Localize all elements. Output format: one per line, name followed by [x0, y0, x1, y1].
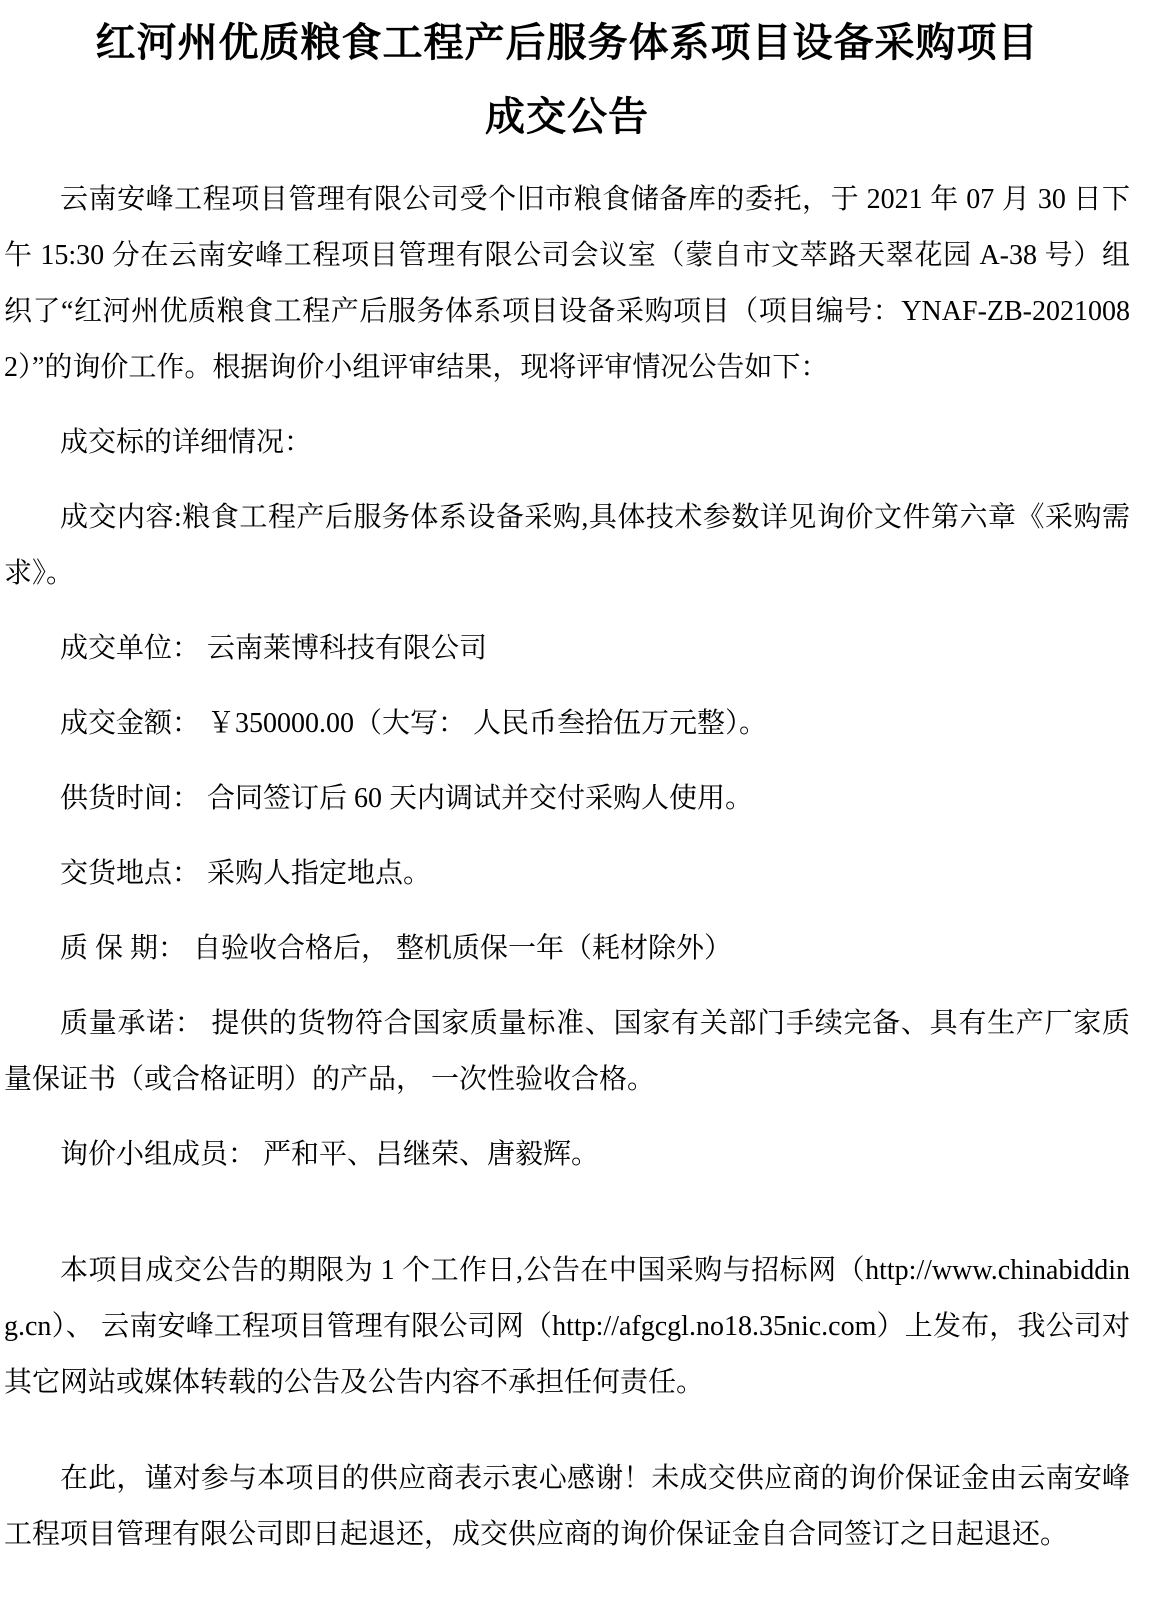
paragraph-delivery-place: 交货地点： 采购人指定地点。 [60, 858, 432, 889]
paragraph-delivery-time: 供货时间： 合同签订后 60 天内调试并交付采购人使用。 [60, 783, 754, 814]
document-title [4, 6, 1130, 154]
paragraph-deal-details-heading: 成交标的详细情况： [60, 427, 313, 458]
title-line-announcement-type: 成交公告 [485, 94, 649, 139]
paragraph-deal-amount: 成交金额： ￥350000.00（大写： 人民币叁拾伍万元整）。 [60, 708, 768, 739]
paragraph-quality-commitment: 质量承诺： 提供的货物符合国家质量标准、国家有关部门手续完备、具有生产厂家质量保证书（或合格证明）的产品， 一次性验收合格。 [4, 1008, 1130, 1095]
title-line-project-name: 红河州优质粮食工程产后服务体系项目设备采购项目 [95, 20, 1039, 65]
paragraph-winning-supplier: 成交单位： 云南莱博科技有限公司 [60, 633, 488, 664]
paragraph-inquiry-team-members: 询价小组成员： 严和平、吕继荣、唐毅辉。 [60, 1139, 600, 1170]
paragraph-intro: 云南安峰工程项目管理有限公司受个旧市粮食储备库的委托，于 2021 年 07 月 30 日下午 15:30 分在云南安峰工程项目管理有限公司会议室（蒙自市文萃路天翠花园 A-38 号）组织了“红河州优质粮食工程产后服务体系项目设备采购项目（项目编号：YNAF-ZB-20210082）”的询价工作。根据询价小组评审结果，现将评审情况公告如下： [4, 184, 1130, 383]
paragraph-announcement-period: 本项目成交公告的期限为 1 个工作日,公告在中国采购与招标网（http://www.chinabidding.cn）、 云南安峰工程项目管理有限公司网（http://afgcgl.no18.35nic.com）上发布，我公司对其它网站或媒体转载的公告及公告内容不承担任何责任。 [4, 1255, 1130, 1398]
paragraph-thanks-and-deposit-refund: 在此，谨对参与本项目的供应商表示衷心感谢！未成交供应商的询价保证金由云南安峰工程项目管理有限公司即日起退还，成交供应商的询价保证金自合同签订之日起退还。 [4, 1463, 1130, 1550]
paragraph-deal-content: 成交内容:粮食工程产后服务体系设备采购,具体技术参数详见询价文件第六章《采购需求》。 [4, 502, 1130, 589]
paragraph-warranty-period: 质 保 期： 自验收合格后， 整机质保一年（耗材除外） [60, 933, 733, 964]
